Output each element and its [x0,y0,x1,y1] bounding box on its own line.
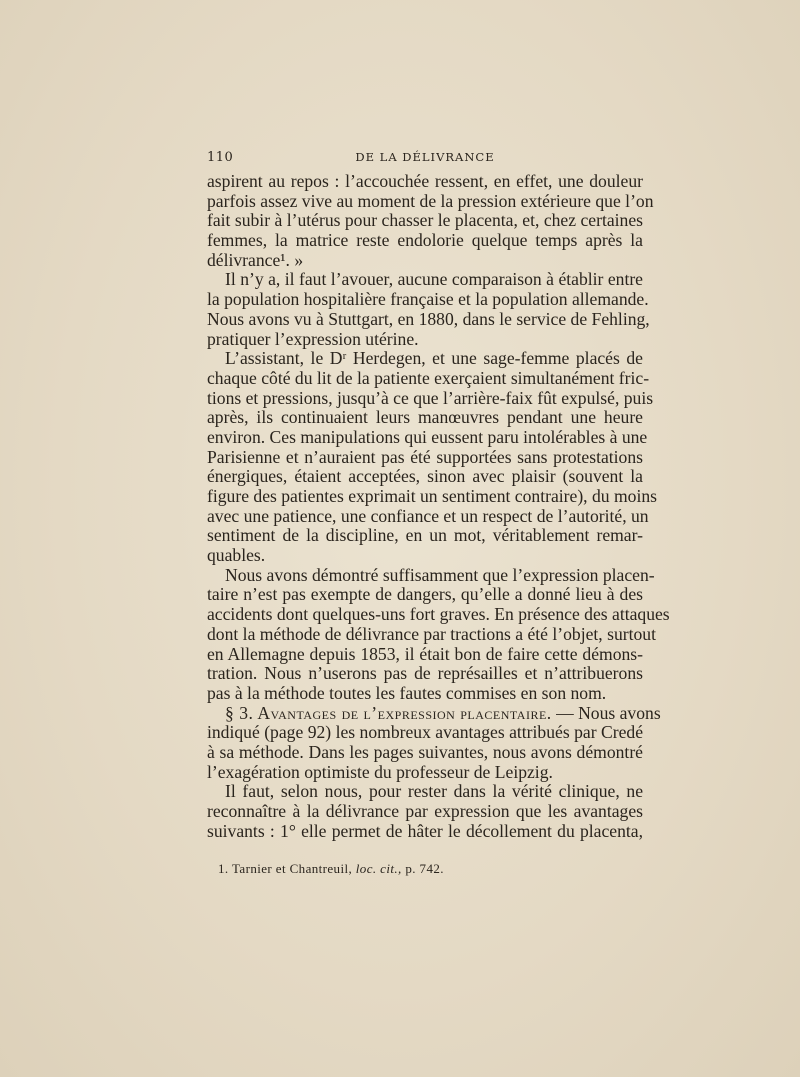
text-line: Nous avons démontré suffisamment que l’expression placen- [225,564,655,585]
footnote-authors: Tarnier et Chantreuil, [231,861,353,876]
text-line: pas à la méthode toutes les fautes commises en son nom. [207,682,607,703]
text-line: Il faut, selon nous, pour rester dans la vérité clinique, ne [225,781,643,802]
section-heading: § 3. Avantages de l’expression placentaire. [225,702,552,723]
text-line: Il n’y a, il faut l’avouer, aucune comparaison à établir entre [225,269,643,290]
text-line: chaque côté du lit de la patiente exerçaient simultanément fric- [207,367,650,388]
text-line: avec une patience, une confiance et un respect de l’autorité, un [207,505,649,526]
page-header [207,150,643,170]
running-title: DE LA DÉLIVRANCE [355,150,495,164]
text-line: Parisienne et n’auraient pas été supportées sans protestations [207,446,643,467]
text-line: reconnaître à la délivrance par expression que les avantages [207,801,643,821]
text-line: aspirent au repos : l’accouchée ressent, en effet, une douleur [207,171,643,191]
text-line: en Allemagne depuis 1853, il était bon de faire cette démons- [207,643,643,664]
text-line: l’exagération optimiste du professeur de Leipzig. [207,761,553,782]
text-line: fait subir à l’utérus pour chasser le placenta, et, chez certaines [207,210,643,231]
text-line: indiqué (page 92) les nombreux avantages attribués par Credé [207,722,643,743]
text-line: tration. Nous n’userons pas de représailles et n’attribuerons [207,663,643,684]
text-line: pratiquer l’expression utérine. [207,328,419,349]
text-line: énergiques, étaient acceptées, sinon avec plaisir (souvent la [207,466,643,487]
text-line: la population hospitalière française et la population allemande. [207,289,649,310]
text-fragment: — Nous avons [551,702,661,723]
text-line: environ. Ces manipulations qui eussent paru intolérables à une [207,426,648,447]
footnote-citation: loc. cit., [355,861,402,876]
text-line: L’assistant, le Dʳ Herdegen, et une sage-femme placés de [225,348,643,369]
text-line: à sa méthode. Dans les pages suivantes, nous avons démontré [207,741,643,762]
text-line: taire n’est pas exempte de dangers, qu’elle a donné lieu à des [207,584,643,605]
text-line: accidents dont quelques-uns fort graves. En présence des attaques [207,604,670,625]
footnote [218,861,638,877]
text-line: quables. [207,545,266,566]
text-line: figure des patientes exprimait un sentiment contraire), du moins [207,486,657,506]
section-heading-line [207,702,661,724]
text-line: suivants : 1° elle permet de hâter le décollement du placenta, [207,820,643,841]
text-line: Nous avons vu à Stuttgart, en 1880, dans le service de Fehling, [207,308,650,329]
text-line: dont la méthode de délivrance par tractions a été l’objet, surtout [207,623,656,644]
footnote-number: 1. [218,861,229,876]
text-line: après, ils continuaient leurs manœuvres pendant une heure [207,407,643,428]
text-line: femmes, la matrice reste endolorie quelque temps après la [207,230,643,251]
page-number: 110 [207,150,234,165]
body-text [207,171,670,841]
text-line: tions et pressions, jusqu’à ce que l’arrière-faix fût expulsé, puis [207,387,654,408]
text-line: sentiment de la discipline, en un mot, véritablement remar- [207,525,643,546]
text-line: délivrance¹. » [207,249,304,270]
text-line: parfois assez vive au moment de la pression extérieure que l’on [207,190,654,211]
footnote-page: p. 742. [405,861,444,876]
